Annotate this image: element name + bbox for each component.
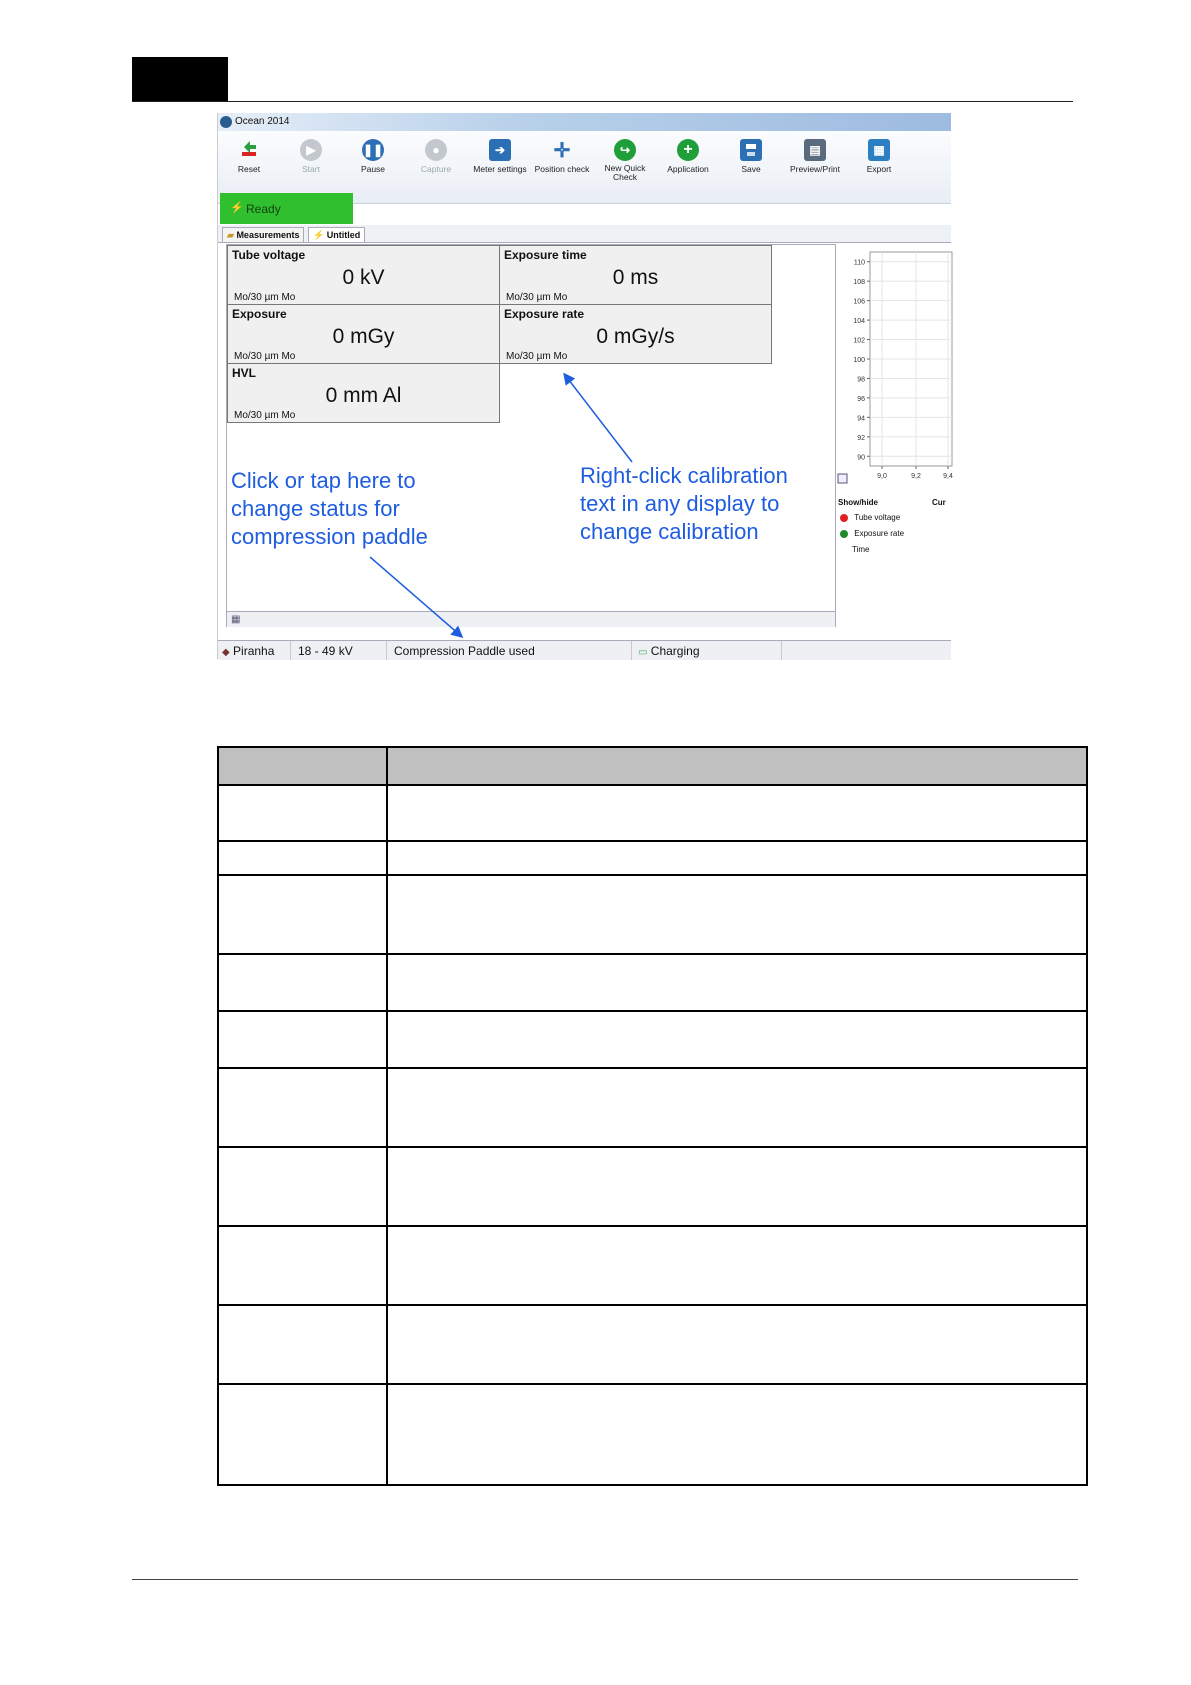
table-header-cell [218,747,387,785]
y-tick-label: 106 [853,298,865,306]
export-label: Export [866,164,892,174]
table-row [218,1068,1087,1147]
legend-label: Exposure rate [854,529,905,538]
table-row [218,1384,1087,1485]
footer-rule [132,1579,1078,1580]
table-cell [387,1068,1087,1147]
table-row [218,1305,1087,1384]
calibration-text[interactable]: Mo/30 µm Mo [506,351,568,362]
device-icon: ◆ [222,647,230,658]
table-cell [387,954,1087,1011]
y-tick-label: 110 [853,259,865,267]
arrow-to-paddle-status [370,557,461,636]
description-table [217,746,1088,1486]
y-tick-label: 104 [853,318,865,326]
panel-title: Exposure [232,307,287,321]
annotation-line: Right-click calibration [580,463,788,488]
annotation-line: change calibration [580,519,759,544]
panel-value: 0 mGy/s [596,325,675,348]
panel-title: HVL [232,366,256,380]
device-name: Piranha [233,644,275,658]
y-tick-label: 90 [857,454,865,462]
table-cell [387,1011,1087,1068]
start-label: Start [302,164,320,174]
annotation-line: change status for [231,496,400,521]
legend-label: Time [852,545,870,554]
save-label: Save [741,164,761,174]
lightning-icon: ⚡ [313,230,325,240]
application-label: Application [667,164,709,174]
table-cell [387,875,1087,954]
panel-value: 0 mGy [332,325,395,348]
annotation-arrows [218,113,951,659]
y-tick-label: 108 [853,279,865,287]
table-row [218,875,1087,954]
table-row [218,1147,1087,1226]
window-title: Ocean 2014 [235,116,290,127]
arrow-to-calibration [565,375,632,462]
calibration-text[interactable]: Mo/30 µm Mo [234,351,296,362]
add-icon: + [677,139,699,161]
new-quick-check-icon: ↪ [614,139,636,161]
table-row [218,1011,1087,1068]
table-cell [387,841,1087,875]
tab-measurements-label: Measurements [236,230,300,240]
tab-untitled-label: Untitled [326,230,361,240]
table-cell [387,1147,1087,1226]
y-tick-label: 92 [857,434,865,442]
table-row [218,1226,1087,1305]
x-tick-label: 9,0 [877,473,887,480]
annotation-line: Click or tap here to [231,468,416,493]
table-cell [218,875,387,954]
table-cell [218,1384,387,1485]
y-tick-label: 100 [853,357,865,364]
table-cell [218,1147,387,1226]
table-cell [387,1305,1087,1384]
meter-settings-icon: ➔ [489,139,511,161]
y-tick-label: 98 [857,376,865,384]
preview-print-label: Preview/Print [789,164,841,174]
panel-value: 0 mm Al [325,384,402,407]
annotation-line: text in any display to [580,491,780,516]
reset-label: Reset [237,164,261,174]
table-view-icon[interactable]: ▦ [231,614,241,625]
new-quick-check-label: New Quick Check [604,163,646,182]
pause-icon: ❚❚ [362,139,384,161]
y-tick-label: 102 [853,337,865,345]
table-header-row [218,747,1087,785]
y-tick-label: 96 [857,395,865,403]
compression-paddle-status[interactable]: Compression Paddle used [394,644,535,658]
table-cell [218,785,387,841]
play-icon: ▶ [300,139,322,161]
lightning-icon: ⚡ [230,202,244,214]
legend-header-show-hide: Show/hide [838,498,878,507]
table-cell [218,1068,387,1147]
crosshair-icon: ✛ [553,139,571,162]
table-cell [218,1226,387,1305]
table-cell [218,1305,387,1384]
annotation-line: compression paddle [231,524,428,549]
status-label: Ready [246,202,281,216]
header-block [132,57,228,101]
pause-label: Pause [360,164,386,174]
table-cell [387,1384,1087,1485]
x-tick-label: 9,2 [911,473,921,480]
panel-title: Exposure time [504,248,587,262]
meter-settings-label: Meter settings [473,164,527,174]
position-check-label: Position check [534,164,590,174]
table-cell [218,954,387,1011]
calibration-text[interactable]: Mo/30 µm Mo [234,410,296,421]
header-rule [132,101,1073,102]
table-cell [218,1011,387,1068]
table-cell [387,1226,1087,1305]
capture-icon: ● [425,139,447,161]
panel-value: 0 ms [612,266,659,289]
kv-range: 18 - 49 kV [298,644,353,658]
y-tick-label: 94 [857,415,865,423]
panel-title: Exposure rate [504,307,585,321]
table-row [218,841,1087,875]
folder-icon: ▰ [227,230,234,240]
legend-label: Tube voltage [854,513,901,522]
battery-status: Charging [650,644,700,658]
table-header-cell [387,747,1087,785]
table-cell [218,841,387,875]
legend-header-current: Cur [932,498,946,507]
calibration-text[interactable]: Mo/30 µm Mo [234,292,296,303]
table-row [218,785,1087,841]
calibration-text[interactable]: Mo/30 µm Mo [506,292,568,303]
panel-title: Tube voltage [232,248,306,262]
table-cell [387,785,1087,841]
export-icon: ▦ [868,139,890,161]
x-tick-label: 9,4 [943,473,953,480]
table-row [218,954,1087,1011]
panel-value: 0 kV [342,266,385,289]
print-icon: ▤ [804,139,826,161]
capture-label: Capture [420,164,452,174]
app-screenshot [217,113,951,659]
battery-icon: ▭ [638,647,648,658]
